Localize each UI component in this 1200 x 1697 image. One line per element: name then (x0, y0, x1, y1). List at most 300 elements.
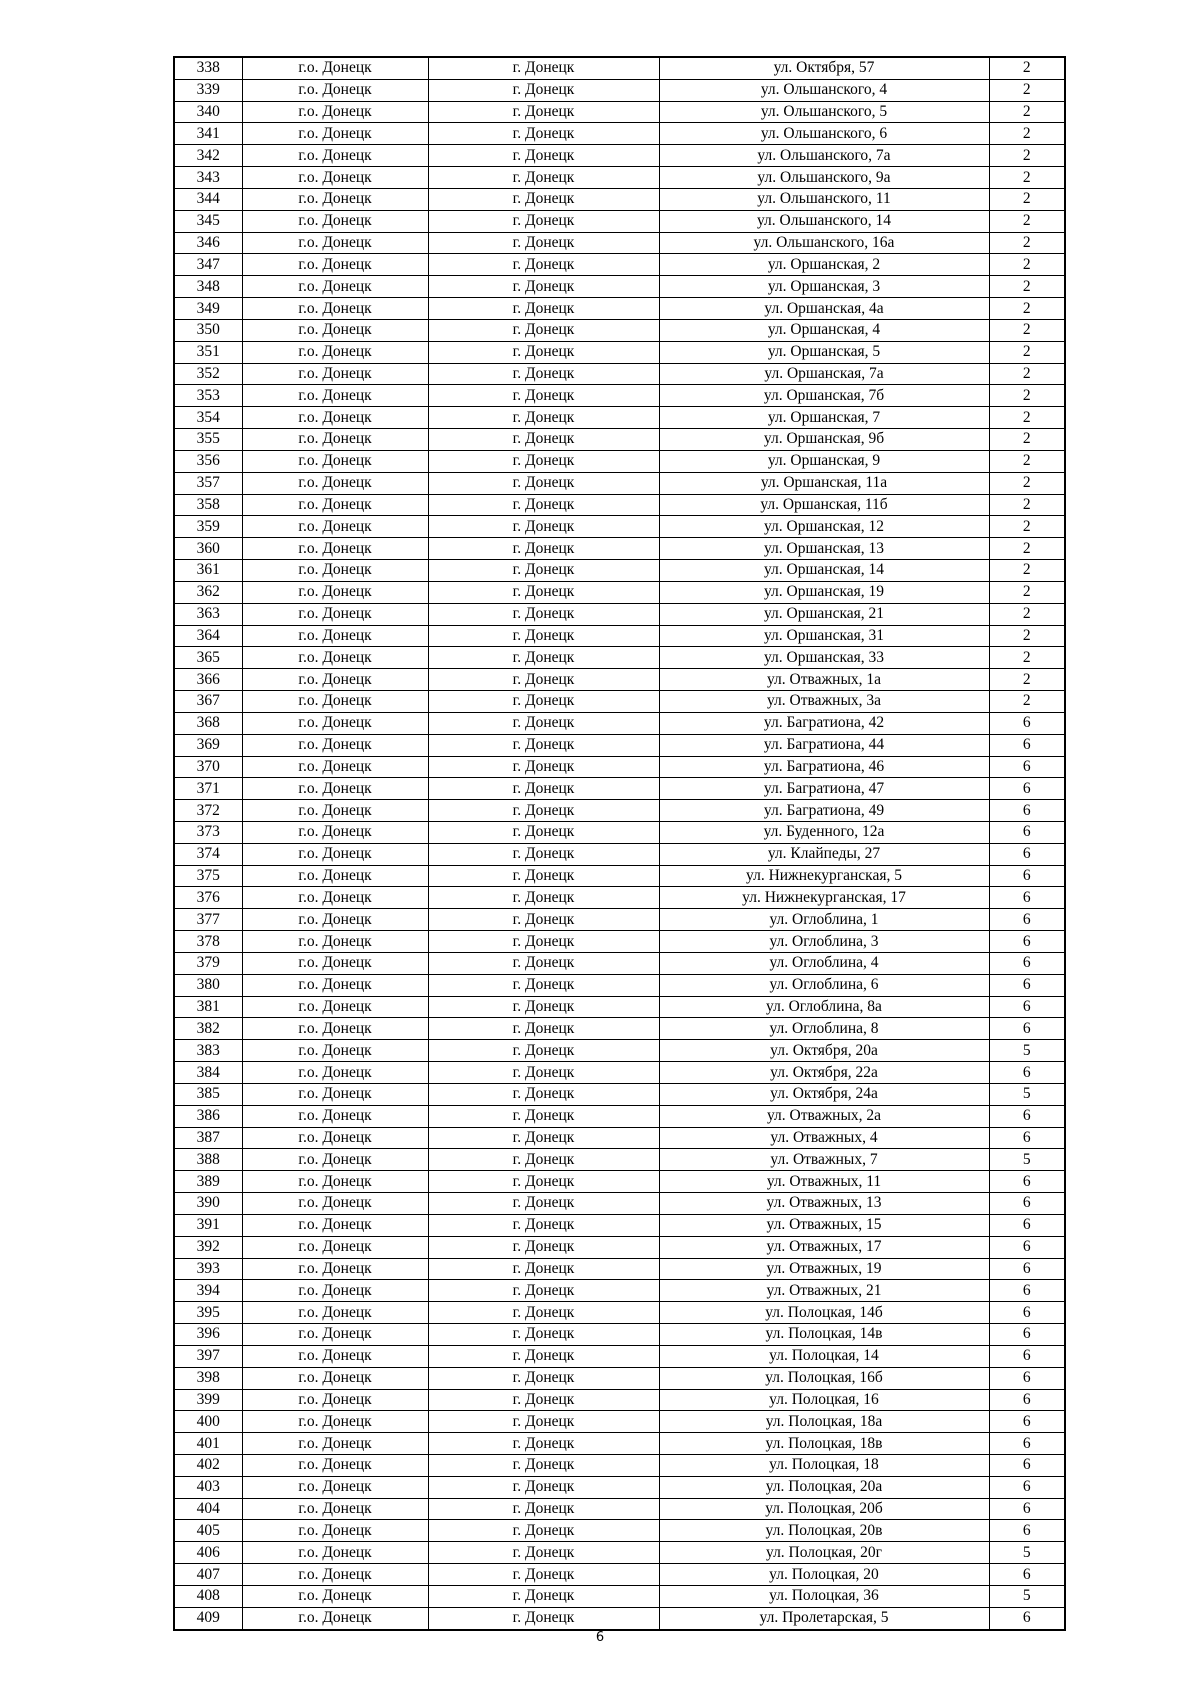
city-cell: г. Донецк (428, 734, 659, 756)
city-cell: г. Донецк (428, 429, 659, 451)
count-cell: 2 (989, 167, 1065, 189)
table-row (174, 778, 1065, 800)
address-cell: ул. Полоцкая, 14 (659, 1345, 989, 1367)
table-row (174, 101, 1065, 123)
row-number-cell: 344 (174, 188, 242, 210)
row-number-cell: 403 (174, 1476, 242, 1498)
city-cell: г. Донецк (428, 145, 659, 167)
district-cell: г.о. Донецк (242, 778, 428, 800)
count-cell: 5 (989, 1542, 1065, 1564)
table-row (174, 1498, 1065, 1520)
table-row (174, 276, 1065, 298)
address-cell: ул. Ольшанского, 5 (659, 101, 989, 123)
address-cell: ул. Оршанская, 7б (659, 385, 989, 407)
district-cell: г.о. Донецк (242, 167, 428, 189)
city-cell: г. Донецк (428, 712, 659, 734)
count-cell: 6 (989, 778, 1065, 800)
table-row (174, 1214, 1065, 1236)
city-cell: г. Донецк (428, 319, 659, 341)
count-cell: 2 (989, 341, 1065, 363)
city-cell: г. Донецк (428, 625, 659, 647)
table-row (174, 1542, 1065, 1564)
city-cell: г. Донецк (428, 538, 659, 560)
table-row (174, 1236, 1065, 1258)
city-cell: г. Донецк (428, 210, 659, 232)
city-cell: г. Донецк (428, 1062, 659, 1084)
city-cell: г. Донецк (428, 1542, 659, 1564)
count-cell: 2 (989, 647, 1065, 669)
district-cell: г.о. Донецк (242, 429, 428, 451)
count-cell: 6 (989, 1498, 1065, 1520)
city-cell: г. Донецк (428, 1280, 659, 1302)
city-cell: г. Донецк (428, 1345, 659, 1367)
table-row (174, 647, 1065, 669)
table-row (174, 603, 1065, 625)
row-number-cell: 400 (174, 1411, 242, 1433)
row-number-cell: 354 (174, 407, 242, 429)
district-cell: г.о. Донецк (242, 1236, 428, 1258)
row-number-cell: 348 (174, 276, 242, 298)
count-cell: 6 (989, 1302, 1065, 1324)
district-cell: г.о. Донецк (242, 341, 428, 363)
district-cell: г.о. Донецк (242, 669, 428, 691)
table-row (174, 298, 1065, 320)
address-cell: ул. Ольшанского, 6 (659, 123, 989, 145)
row-number-cell: 376 (174, 887, 242, 909)
table-row (174, 843, 1065, 865)
address-cell: ул. Нижнекурганская, 17 (659, 887, 989, 909)
count-cell: 6 (989, 1105, 1065, 1127)
address-cell: ул. Отважных, 15 (659, 1214, 989, 1236)
address-cell: ул. Оглоблина, 8а (659, 996, 989, 1018)
table-row (174, 1018, 1065, 1040)
address-cell: ул. Октября, 22а (659, 1062, 989, 1084)
table-row (174, 494, 1065, 516)
count-cell: 6 (989, 952, 1065, 974)
city-cell: г. Донецк (428, 887, 659, 909)
address-cell: ул. Полоцкая, 36 (659, 1585, 989, 1607)
district-cell: г.о. Донецк (242, 494, 428, 516)
row-number-cell: 395 (174, 1302, 242, 1324)
city-cell: г. Донецк (428, 560, 659, 582)
table-row (174, 821, 1065, 843)
city-cell: г. Донецк (428, 276, 659, 298)
row-number-cell: 390 (174, 1193, 242, 1215)
district-cell: г.о. Донецк (242, 887, 428, 909)
district-cell: г.о. Донецк (242, 1193, 428, 1215)
table-row (174, 341, 1065, 363)
count-cell: 2 (989, 276, 1065, 298)
row-number-cell: 353 (174, 385, 242, 407)
table-row (174, 1171, 1065, 1193)
address-cell: ул. Отважных, 17 (659, 1236, 989, 1258)
city-cell: г. Донецк (428, 669, 659, 691)
table-row (174, 909, 1065, 931)
address-cell: ул. Оршанская, 31 (659, 625, 989, 647)
row-number-cell: 374 (174, 843, 242, 865)
table-row (174, 1455, 1065, 1477)
count-cell: 2 (989, 603, 1065, 625)
table-row (174, 167, 1065, 189)
row-number-cell: 369 (174, 734, 242, 756)
count-cell: 2 (989, 625, 1065, 647)
city-cell: г. Донецк (428, 1105, 659, 1127)
row-number-cell: 401 (174, 1433, 242, 1455)
count-cell: 6 (989, 1476, 1065, 1498)
table-row (174, 1258, 1065, 1280)
table-row (174, 560, 1065, 582)
city-cell: г. Донецк (428, 298, 659, 320)
city-cell: г. Донецк (428, 1018, 659, 1040)
table-row (174, 385, 1065, 407)
address-cell: ул. Оршанская, 33 (659, 647, 989, 669)
address-cell: ул. Оглоблина, 1 (659, 909, 989, 931)
city-cell: г. Донецк (428, 1520, 659, 1542)
address-cell: ул. Полоцкая, 14в (659, 1324, 989, 1346)
city-cell: г. Донецк (428, 1214, 659, 1236)
district-cell: г.о. Донецк (242, 210, 428, 232)
city-cell: г. Донецк (428, 1411, 659, 1433)
table-row (174, 254, 1065, 276)
table-row (174, 1105, 1065, 1127)
table-row (174, 123, 1065, 145)
address-cell: ул. Оршанская, 19 (659, 581, 989, 603)
row-number-cell: 399 (174, 1389, 242, 1411)
district-cell: г.о. Донецк (242, 1105, 428, 1127)
district-cell: г.о. Донецк (242, 1585, 428, 1607)
row-number-cell: 384 (174, 1062, 242, 1084)
row-number-cell: 356 (174, 450, 242, 472)
row-number-cell: 397 (174, 1345, 242, 1367)
row-number-cell: 394 (174, 1280, 242, 1302)
address-cell: ул. Октября, 20а (659, 1040, 989, 1062)
district-cell: г.о. Донецк (242, 1018, 428, 1040)
address-cell: ул. Оршанская, 5 (659, 341, 989, 363)
city-cell: г. Донецк (428, 1258, 659, 1280)
address-cell: ул. Оршанская, 4 (659, 319, 989, 341)
count-cell: 6 (989, 1367, 1065, 1389)
district-cell: г.о. Донецк (242, 1433, 428, 1455)
district-cell: г.о. Донецк (242, 974, 428, 996)
row-number-cell: 393 (174, 1258, 242, 1280)
city-cell: г. Донецк (428, 341, 659, 363)
count-cell: 6 (989, 1345, 1065, 1367)
city-cell: г. Донецк (428, 79, 659, 101)
row-number-cell: 389 (174, 1171, 242, 1193)
row-number-cell: 405 (174, 1520, 242, 1542)
count-cell: 6 (989, 1411, 1065, 1433)
count-cell: 6 (989, 931, 1065, 953)
table-row (174, 734, 1065, 756)
city-cell: г. Донецк (428, 516, 659, 538)
count-cell: 6 (989, 800, 1065, 822)
city-cell: г. Донецк (428, 1498, 659, 1520)
row-number-cell: 371 (174, 778, 242, 800)
district-cell: г.о. Донецк (242, 865, 428, 887)
district-cell: г.о. Донецк (242, 931, 428, 953)
address-cell: ул. Полоцкая, 18 (659, 1455, 989, 1477)
address-table-body (174, 57, 1065, 1630)
address-cell: ул. Клайпеды, 27 (659, 843, 989, 865)
city-cell: г. Донецк (428, 1083, 659, 1105)
count-cell: 5 (989, 1585, 1065, 1607)
row-number-cell: 363 (174, 603, 242, 625)
count-cell: 6 (989, 1324, 1065, 1346)
table-row (174, 1193, 1065, 1215)
row-number-cell: 350 (174, 319, 242, 341)
address-cell: ул. Полоцкая, 18а (659, 1411, 989, 1433)
city-cell: г. Донецк (428, 865, 659, 887)
city-cell: г. Донецк (428, 1193, 659, 1215)
address-cell: ул. Оршанская, 7а (659, 363, 989, 385)
city-cell: г. Донецк (428, 647, 659, 669)
table-row (174, 1280, 1065, 1302)
count-cell: 2 (989, 319, 1065, 341)
count-cell: 2 (989, 472, 1065, 494)
city-cell: г. Донецк (428, 756, 659, 778)
table-row (174, 472, 1065, 494)
city-cell: г. Донецк (428, 1302, 659, 1324)
address-cell: ул. Багратиона, 42 (659, 712, 989, 734)
count-cell: 5 (989, 1040, 1065, 1062)
row-number-cell: 392 (174, 1236, 242, 1258)
row-number-cell: 402 (174, 1455, 242, 1477)
row-number-cell: 338 (174, 57, 242, 79)
count-cell: 2 (989, 691, 1065, 713)
address-cell: ул. Оршанская, 12 (659, 516, 989, 538)
row-number-cell: 379 (174, 952, 242, 974)
address-cell: ул. Отважных, 13 (659, 1193, 989, 1215)
count-cell: 2 (989, 669, 1065, 691)
row-number-cell: 368 (174, 712, 242, 734)
district-cell: г.о. Донецк (242, 1367, 428, 1389)
table-row (174, 1062, 1065, 1084)
district-cell: г.о. Донецк (242, 188, 428, 210)
table-row (174, 691, 1065, 713)
table-row (174, 1476, 1065, 1498)
table-row (174, 952, 1065, 974)
city-cell: г. Донецк (428, 1236, 659, 1258)
count-cell: 6 (989, 821, 1065, 843)
district-cell: г.о. Донецк (242, 800, 428, 822)
count-cell: 6 (989, 1520, 1065, 1542)
table-row (174, 1367, 1065, 1389)
count-cell: 6 (989, 1564, 1065, 1586)
row-number-cell: 406 (174, 1542, 242, 1564)
district-cell: г.о. Донецк (242, 691, 428, 713)
row-number-cell: 352 (174, 363, 242, 385)
address-cell: ул. Пролетарская, 5 (659, 1607, 989, 1629)
table-row (174, 188, 1065, 210)
count-cell: 2 (989, 254, 1065, 276)
address-cell: ул. Полоцкая, 20а (659, 1476, 989, 1498)
city-cell: г. Донецк (428, 101, 659, 123)
district-cell: г.о. Донецк (242, 1411, 428, 1433)
count-cell: 2 (989, 538, 1065, 560)
count-cell: 2 (989, 123, 1065, 145)
city-cell: г. Донецк (428, 603, 659, 625)
address-cell: ул. Оглоблина, 8 (659, 1018, 989, 1040)
city-cell: г. Донецк (428, 1389, 659, 1411)
count-cell: 6 (989, 1433, 1065, 1455)
row-number-cell: 408 (174, 1585, 242, 1607)
address-cell: ул. Буденного, 12а (659, 821, 989, 843)
count-cell: 2 (989, 101, 1065, 123)
district-cell: г.о. Донецк (242, 1345, 428, 1367)
table-row (174, 1083, 1065, 1105)
row-number-cell: 347 (174, 254, 242, 276)
count-cell: 2 (989, 429, 1065, 451)
district-cell: г.о. Донецк (242, 123, 428, 145)
district-cell: г.о. Донецк (242, 1455, 428, 1477)
address-cell: ул. Отважных, 21 (659, 1280, 989, 1302)
district-cell: г.о. Донецк (242, 254, 428, 276)
district-cell: г.о. Донецк (242, 1476, 428, 1498)
table-row (174, 210, 1065, 232)
address-cell: ул. Оршанская, 11б (659, 494, 989, 516)
city-cell: г. Донецк (428, 800, 659, 822)
table-row (174, 931, 1065, 953)
city-cell: г. Донецк (428, 385, 659, 407)
city-cell: г. Донецк (428, 1367, 659, 1389)
count-cell: 2 (989, 188, 1065, 210)
row-number-cell: 364 (174, 625, 242, 647)
count-cell: 6 (989, 1389, 1065, 1411)
district-cell: г.о. Донецк (242, 472, 428, 494)
row-number-cell: 407 (174, 1564, 242, 1586)
page-number: 6 (595, 1630, 605, 1645)
table-row (174, 1564, 1065, 1586)
city-cell: г. Донецк (428, 494, 659, 516)
address-cell: ул. Ольшанского, 9а (659, 167, 989, 189)
row-number-cell: 404 (174, 1498, 242, 1520)
table-row (174, 1345, 1065, 1367)
address-cell: ул. Оглоблина, 4 (659, 952, 989, 974)
count-cell: 6 (989, 712, 1065, 734)
row-number-cell: 340 (174, 101, 242, 123)
district-cell: г.о. Донецк (242, 1171, 428, 1193)
address-cell: ул. Отважных, 3а (659, 691, 989, 713)
district-cell: г.о. Донецк (242, 1498, 428, 1520)
address-cell: ул. Оршанская, 9 (659, 450, 989, 472)
table-row (174, 232, 1065, 254)
district-cell: г.о. Донецк (242, 538, 428, 560)
address-cell: ул. Оглоблина, 3 (659, 931, 989, 953)
count-cell: 6 (989, 1193, 1065, 1215)
district-cell: г.о. Донецк (242, 1607, 428, 1629)
district-cell: г.о. Донецк (242, 909, 428, 931)
address-cell: ул. Отважных, 2а (659, 1105, 989, 1127)
row-number-cell: 341 (174, 123, 242, 145)
address-cell: ул. Октября, 24а (659, 1083, 989, 1105)
row-number-cell: 380 (174, 974, 242, 996)
district-cell: г.о. Донецк (242, 843, 428, 865)
address-cell: ул. Полоцкая, 20 (659, 1564, 989, 1586)
row-number-cell: 382 (174, 1018, 242, 1040)
city-cell: г. Донецк (428, 974, 659, 996)
city-cell: г. Донецк (428, 931, 659, 953)
address-cell: ул. Оршанская, 2 (659, 254, 989, 276)
count-cell: 6 (989, 1127, 1065, 1149)
row-number-cell: 372 (174, 800, 242, 822)
district-cell: г.о. Донецк (242, 1214, 428, 1236)
table-row (174, 1127, 1065, 1149)
count-cell: 2 (989, 79, 1065, 101)
district-cell: г.о. Донецк (242, 101, 428, 123)
city-cell: г. Донецк (428, 1476, 659, 1498)
row-number-cell: 343 (174, 167, 242, 189)
address-cell: ул. Отважных, 1а (659, 669, 989, 691)
count-cell: 2 (989, 363, 1065, 385)
table-row (174, 1324, 1065, 1346)
city-cell: г. Донецк (428, 778, 659, 800)
district-cell: г.о. Донецк (242, 1280, 428, 1302)
city-cell: г. Донецк (428, 1585, 659, 1607)
table-row (174, 429, 1065, 451)
row-number-cell: 387 (174, 1127, 242, 1149)
address-cell: ул. Ольшанского, 4 (659, 79, 989, 101)
district-cell: г.о. Донецк (242, 1149, 428, 1171)
city-cell: г. Донецк (428, 691, 659, 713)
address-cell: ул. Полоцкая, 20б (659, 1498, 989, 1520)
city-cell: г. Донецк (428, 57, 659, 79)
city-cell: г. Донецк (428, 363, 659, 385)
row-number-cell: 358 (174, 494, 242, 516)
count-cell: 6 (989, 909, 1065, 931)
count-cell: 2 (989, 407, 1065, 429)
district-cell: г.о. Донецк (242, 1083, 428, 1105)
address-cell: ул. Оршанская, 4а (659, 298, 989, 320)
district-cell: г.о. Донецк (242, 647, 428, 669)
table-row (174, 319, 1065, 341)
table-row (174, 516, 1065, 538)
row-number-cell: 370 (174, 756, 242, 778)
row-number-cell: 349 (174, 298, 242, 320)
address-cell: ул. Ольшанского, 7а (659, 145, 989, 167)
district-cell: г.о. Донецк (242, 385, 428, 407)
table-row (174, 1302, 1065, 1324)
address-cell: ул. Полоцкая, 20г (659, 1542, 989, 1564)
city-cell: г. Донецк (428, 1171, 659, 1193)
address-cell: ул. Отважных, 7 (659, 1149, 989, 1171)
count-cell: 6 (989, 756, 1065, 778)
address-cell: ул. Оршанская, 21 (659, 603, 989, 625)
count-cell: 6 (989, 1607, 1065, 1629)
address-cell: ул. Оршанская, 14 (659, 560, 989, 582)
address-cell: ул. Багратиона, 47 (659, 778, 989, 800)
district-cell: г.о. Донецк (242, 1542, 428, 1564)
city-cell: г. Донецк (428, 407, 659, 429)
row-number-cell: 396 (174, 1324, 242, 1346)
address-cell: ул. Полоцкая, 20в (659, 1520, 989, 1542)
table-row (174, 1040, 1065, 1062)
table-row (174, 1585, 1065, 1607)
row-number-cell: 386 (174, 1105, 242, 1127)
address-cell: ул. Отважных, 11 (659, 1171, 989, 1193)
district-cell: г.о. Донецк (242, 821, 428, 843)
table-row (174, 57, 1065, 79)
row-number-cell: 373 (174, 821, 242, 843)
district-cell: г.о. Донецк (242, 57, 428, 79)
district-cell: г.о. Донецк (242, 1389, 428, 1411)
count-cell: 6 (989, 996, 1065, 1018)
count-cell: 6 (989, 734, 1065, 756)
table-row (174, 1389, 1065, 1411)
address-cell: ул. Оршанская, 9б (659, 429, 989, 451)
count-cell: 2 (989, 57, 1065, 79)
city-cell: г. Донецк (428, 254, 659, 276)
address-cell: ул. Ольшанского, 11 (659, 188, 989, 210)
